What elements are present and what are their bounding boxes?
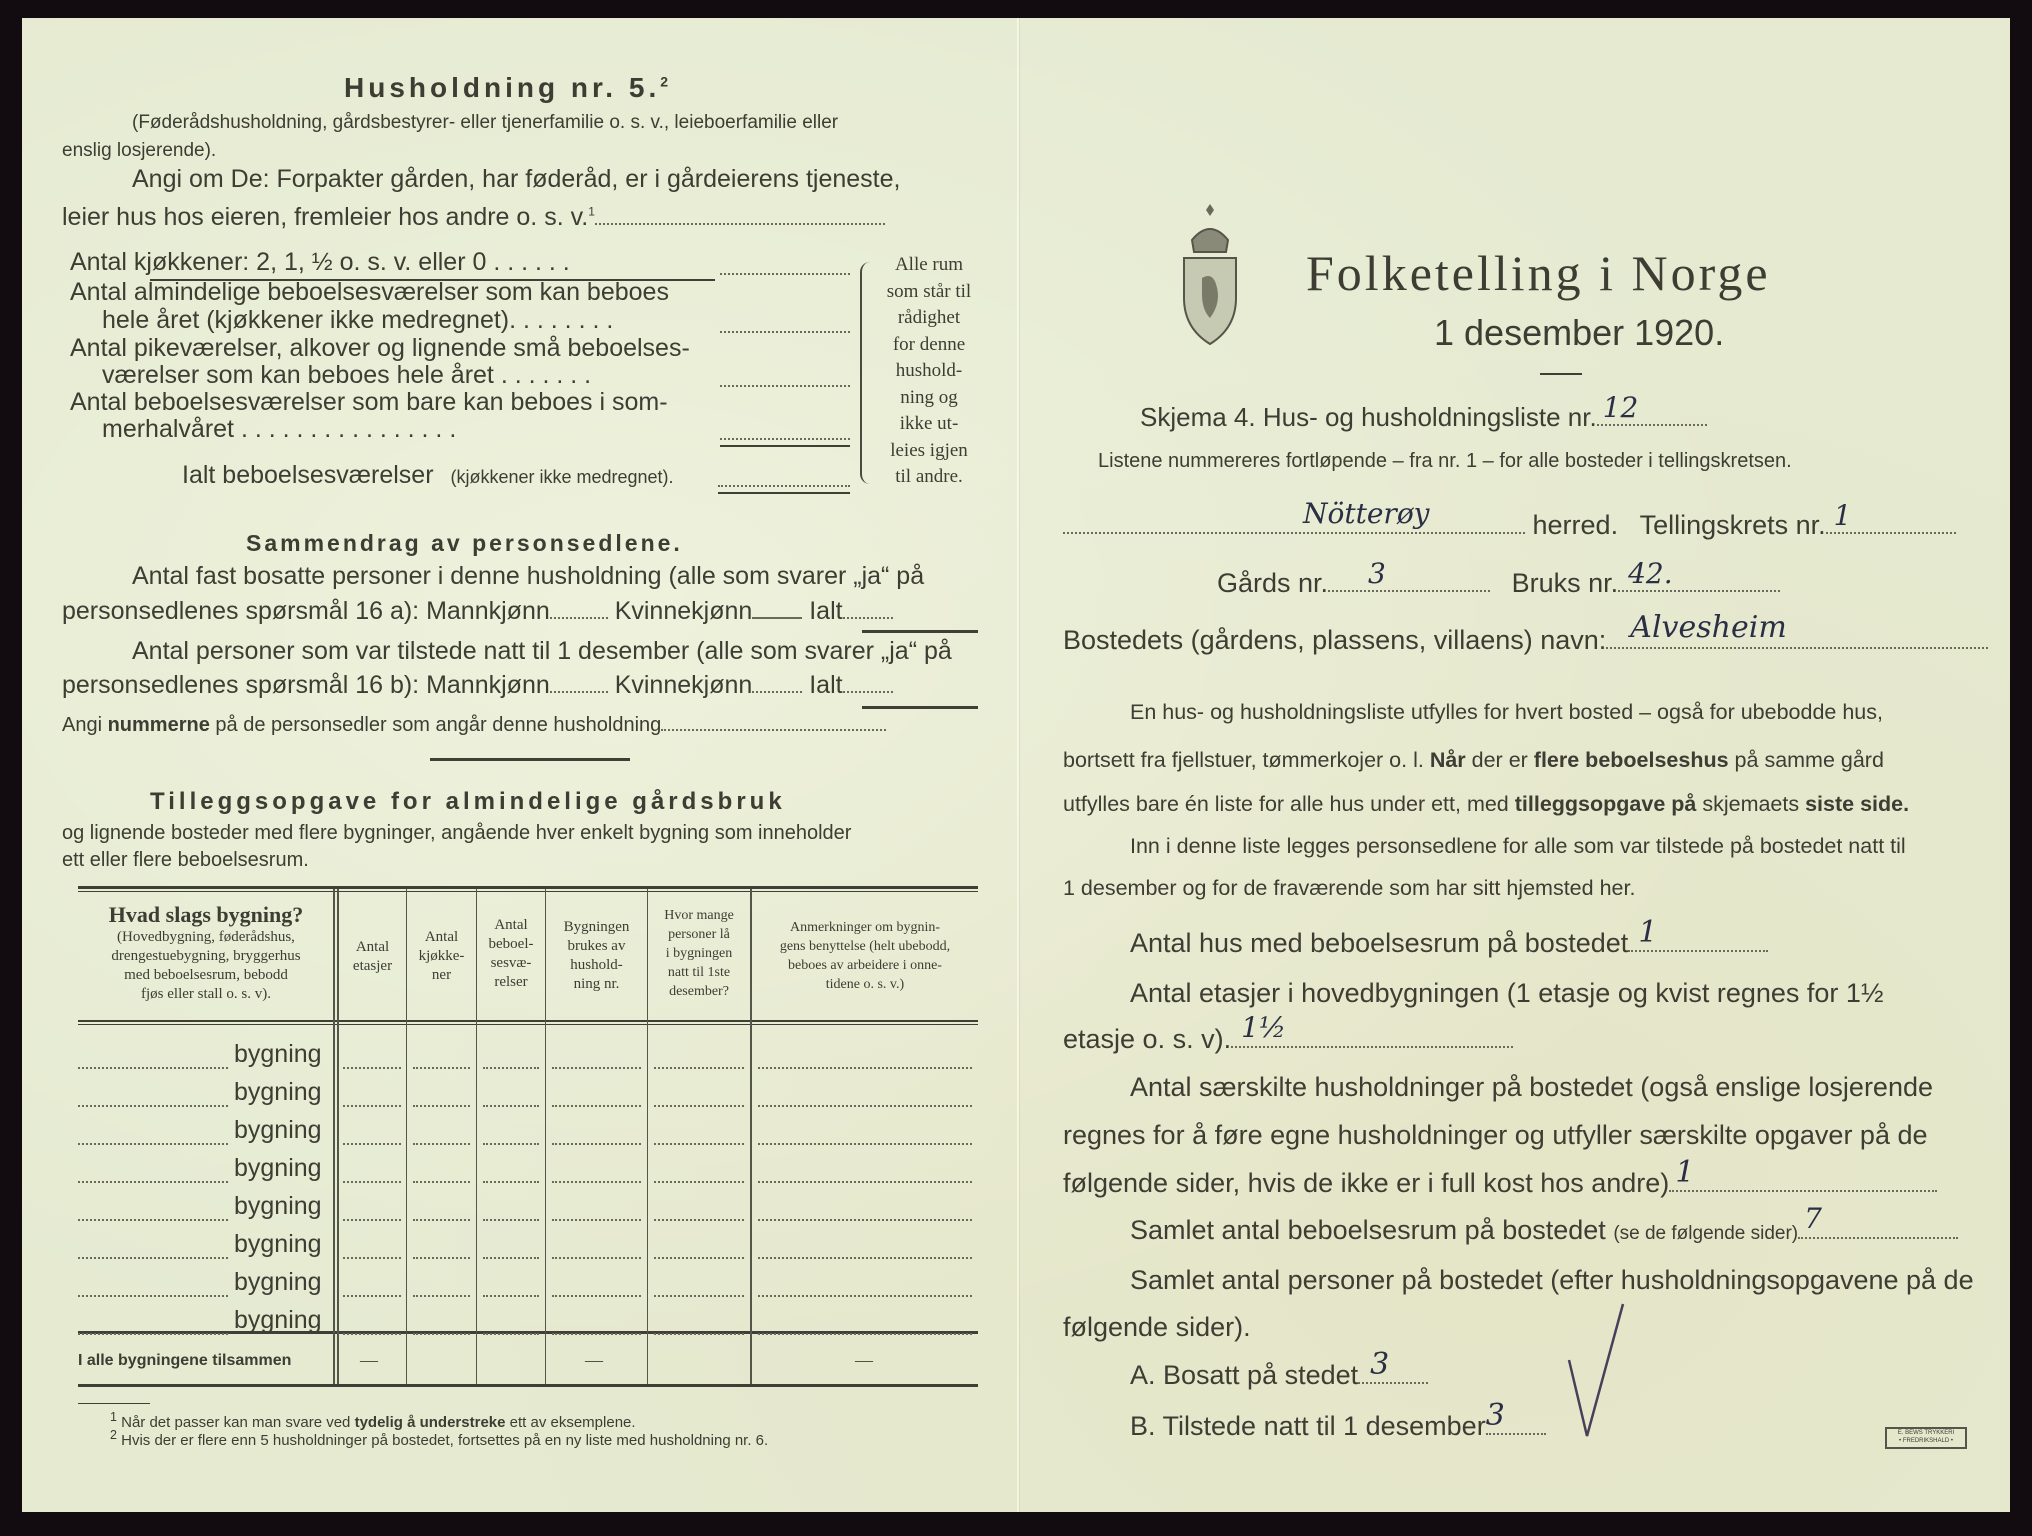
building-row-label: bygning <box>234 1078 322 1106</box>
table-cell-field[interactable] <box>654 1066 744 1069</box>
table-row <box>78 1192 978 1222</box>
total-remarks-mark: — <box>855 1350 873 1370</box>
female-label: Kvinnekjønn <box>614 671 753 699</box>
floors-value: 1½ <box>1241 1011 1287 1044</box>
households-field[interactable] <box>1669 1155 1937 1192</box>
instruction-line-1: En hus- og husholdningsliste utfylles for hvert bosted – også for ubebodde hus, <box>1130 700 1883 724</box>
header-line: beboes av arbeidere i onne- <box>788 958 942 973</box>
list-number-value: 12 <box>1602 391 1639 424</box>
person-numbers-row <box>62 714 886 737</box>
total-household-mark: — <box>585 1350 603 1370</box>
col-kitchens-header <box>407 928 476 985</box>
bosted-row <box>1063 610 1988 656</box>
resident-value: 3 <box>1370 1347 1390 1382</box>
household-title-text: Husholdning nr. 5. <box>344 72 661 103</box>
header-line: drengestuebygning, bryggerhus <box>111 948 301 964</box>
households-label: følgende sider, hvis de ikke er i full kost hos andre) <box>1063 1168 1670 1198</box>
col-persons-header <box>648 906 750 1001</box>
instr-bold: flere beboelseshus <box>1533 748 1729 772</box>
footnote-text: Hvis der er flere enn 5 husholdninger på bostedet, fortsettes på en ny liste med husholdning nr. 6. <box>121 1432 769 1449</box>
summary-b-line-1: Antal personer som var tilstede natt til 1 desember (alle som svarer „ja“ på <box>132 637 952 665</box>
building-type-field[interactable] <box>78 1256 228 1259</box>
building-type-field[interactable] <box>78 1142 228 1145</box>
total-resident-field[interactable] <box>843 616 893 619</box>
summer-rooms-label-2: merhalvåret . . . . . . . . . . . . . . . . <box>102 415 457 443</box>
schema-row <box>1140 391 1707 433</box>
col-remarks-header <box>752 918 978 994</box>
building-type-field[interactable] <box>78 1180 228 1183</box>
rooms-total-field[interactable] <box>718 484 850 487</box>
table-row <box>78 1268 978 1298</box>
male-label: Mannkjønn <box>426 597 550 625</box>
table-cell-field[interactable] <box>654 1332 744 1335</box>
male-label: Mannkjønn <box>426 671 550 699</box>
angi-line-2 <box>62 203 885 232</box>
numbering-note: Listene nummereres fortløpende – fra nr. 1 – for alle bosteder i tellingskretsen. <box>1098 450 1792 472</box>
building-row-label: bygning <box>234 1116 322 1144</box>
table-cell-field[interactable] <box>413 1218 470 1221</box>
summer-rooms-label-1: Antal beboelsesværelser som bare kan beboes i som- <box>70 388 668 416</box>
numbers-label-bold: nummerne <box>107 714 210 736</box>
resident-row <box>1130 1347 1428 1391</box>
coat-of-arms-icon <box>1180 200 1240 350</box>
floors-line-1: Antal etasjer i hovedbygningen (1 etasje og kvist regnes for 1½ <box>1130 978 1884 1008</box>
rooms-total-row <box>182 461 674 490</box>
small-rooms-field[interactable] <box>720 384 850 387</box>
header-line: med beboelsesrum, bebodd <box>124 967 288 983</box>
instr-text: utfylles bare én liste for alle hus under ett, med <box>1063 792 1515 816</box>
households-row <box>1063 1155 1937 1199</box>
footnote-mark: 2 <box>660 73 673 90</box>
list-number-field[interactable] <box>1597 391 1707 426</box>
building-row-label: bygning <box>234 1040 322 1068</box>
total-row-label: I alle bygningene tilsammen <box>78 1352 292 1369</box>
tenure-answer-field[interactable] <box>595 222 885 225</box>
instr-bold: Når <box>1429 748 1466 772</box>
table-row <box>78 1306 978 1336</box>
table-cell-field[interactable] <box>413 1256 470 1259</box>
page-fold <box>1017 18 1019 1512</box>
header-line: Anmerkninger om bygnin- <box>789 920 941 935</box>
rooms-total-note: (se de følgende sider) <box>1613 1223 1799 1244</box>
brace-note-line: til andre. <box>895 466 963 487</box>
instr-text: der er <box>1465 748 1534 772</box>
header-line: Antal <box>355 939 390 955</box>
male-present-field[interactable] <box>550 690 608 693</box>
header-line: etasjer <box>352 958 393 974</box>
instr-bold: siste side. <box>1805 792 1910 816</box>
table-row <box>78 1116 978 1146</box>
summary-b-label: personsedlenes spørsmål 16 b): <box>62 671 420 699</box>
header-line: brukes av <box>567 938 626 954</box>
footnote-2 <box>110 1428 768 1449</box>
bruks-field[interactable] <box>1618 557 1780 592</box>
brace-note-line: hushold- <box>895 360 963 381</box>
footnote-mark: 1 <box>110 1410 117 1424</box>
table-cell-field[interactable] <box>552 1294 641 1297</box>
building-row-label: bygning <box>234 1192 322 1220</box>
table-cell-field[interactable] <box>654 1104 744 1107</box>
instruction-line-4: Inn i denne liste legges personsedlene for alle som var tilstede på bostedet natt til <box>1130 834 1906 858</box>
form-title: Folketelling i Norge <box>1306 245 1771 301</box>
rooms-total-value: 7 <box>1804 1202 1822 1235</box>
table-cell-field[interactable] <box>413 1142 470 1145</box>
brace-note-line: som står til <box>886 280 972 302</box>
brace-note-line: for denne <box>892 333 966 355</box>
section-divider <box>430 758 630 761</box>
header-line: personer lå <box>668 927 730 942</box>
table-cell-field[interactable] <box>758 1066 972 1069</box>
sum-rule <box>720 445 850 447</box>
houses-field[interactable] <box>1628 915 1768 952</box>
checkmark-icon <box>1565 1300 1625 1440</box>
instruction-line-5: 1 desember og for de fraværende som har sitt hjemsted her. <box>1063 876 1636 900</box>
header-line: gens benyttelse (helt ubebodd, <box>779 939 951 954</box>
ordinary-rooms-label-1: Antal almindelige beboelsesværelser som kan beboes <box>70 278 669 306</box>
brace-note-line: Alle rum <box>894 254 964 275</box>
gards-field[interactable] <box>1328 557 1490 592</box>
small-rooms-label-2: værelser som kan beboes hele året . . . . . . . <box>102 361 592 389</box>
table-cell-field[interactable] <box>552 1218 641 1221</box>
table-cell-field[interactable] <box>654 1256 744 1259</box>
floors-row <box>1063 1011 1513 1055</box>
table-cell-field[interactable] <box>552 1142 641 1145</box>
table-cell-field[interactable] <box>654 1294 744 1297</box>
table-cell-field[interactable] <box>654 1142 744 1145</box>
present-field[interactable] <box>1485 1398 1546 1435</box>
form-date: 1 desember 1920. <box>1434 312 1725 353</box>
building-row-label: bygning <box>234 1230 322 1258</box>
col-floors-header <box>339 938 406 976</box>
instr-text: på samme gård <box>1728 748 1884 772</box>
brace-note-line: rådighet <box>897 307 961 328</box>
table-header-rule-2 <box>78 1024 978 1025</box>
table-cell-field[interactable] <box>343 1332 401 1335</box>
header-line: (Hovedbygning, føderådshus, <box>117 929 295 945</box>
resident-label: A. Bosatt på stedet <box>1130 1360 1359 1390</box>
table-cell-field[interactable] <box>654 1218 744 1221</box>
table-cell-field[interactable] <box>758 1332 972 1335</box>
person-numbers-field[interactable] <box>661 728 886 731</box>
table-cell-field[interactable] <box>758 1104 972 1107</box>
header-line: sesvæ- <box>490 955 532 971</box>
rooms-total-row <box>1130 1202 1958 1246</box>
table-cell-field[interactable] <box>343 1218 401 1221</box>
header-line: Bygningen <box>563 919 630 935</box>
table-cell-field[interactable] <box>758 1294 972 1297</box>
table-cell-field[interactable] <box>413 1066 470 1069</box>
total-rule <box>718 492 850 494</box>
footnote-text: Når det passer kan man svare ved <box>121 1414 355 1431</box>
ordinary-rooms-label-2: hele året (kjøkkener ikke medregnet). . . . . . . . <box>102 306 614 334</box>
header-line: hushold- <box>570 957 623 973</box>
bruks-value: 42. <box>1628 557 1673 590</box>
persons-line-2: følgende sider). <box>1063 1312 1251 1342</box>
summary-a-line-2 <box>62 597 893 626</box>
bosted-field[interactable] <box>1606 610 1988 649</box>
table-cell-field[interactable] <box>483 1218 539 1221</box>
total-present-field[interactable] <box>843 690 893 693</box>
schema-label: Skjema 4. Hus- og husholdningsliste nr. <box>1140 402 1597 432</box>
table-cell-field[interactable] <box>483 1180 539 1183</box>
small-rooms-label-1: Antal pikeværelser, alkover og lignende små beboelses- <box>70 334 690 362</box>
header-line: fjøs eller stall o. s. v). <box>141 986 271 1002</box>
female-resident-field[interactable] <box>752 616 802 619</box>
instruction-line-2 <box>1063 748 1884 773</box>
table-cell-field[interactable] <box>343 1256 401 1259</box>
footnote-mark: 1 <box>588 204 595 219</box>
herred-label: herred. <box>1532 510 1619 540</box>
herred-row <box>1063 497 1956 541</box>
herred-field[interactable] <box>1063 497 1525 534</box>
header-line: kjøkke- <box>418 948 465 964</box>
table-cell-field[interactable] <box>552 1332 641 1335</box>
numbers-label-post: på de personsedler som angår denne husholdning <box>209 714 662 736</box>
table-cell-field[interactable] <box>483 1104 539 1107</box>
present-label: B. Tilstede natt til 1 desember <box>1130 1411 1486 1441</box>
table-cell-field[interactable] <box>413 1294 470 1297</box>
tellingskrets-field[interactable] <box>1826 499 1956 534</box>
instr-bold: tilleggsopgave på <box>1514 792 1697 816</box>
building-type-field[interactable] <box>78 1104 228 1107</box>
table-cell-field[interactable] <box>413 1332 470 1335</box>
female-present-field[interactable] <box>752 690 802 693</box>
tellingskrets-label: Tellingskrets nr. <box>1639 510 1826 540</box>
col-building-type-title: Hvad slags bygning? <box>108 902 304 927</box>
table-cell-field[interactable] <box>758 1256 972 1259</box>
table-cell-field[interactable] <box>483 1256 539 1259</box>
header-line: tidene o. s. v.) <box>825 977 905 992</box>
angi-line-2-text: leier hus hos eieren, fremleier hos andre o. s. v. <box>62 203 589 231</box>
instr-text: bortsett fra fjellstuer, tømmerkojer o. l. <box>1063 748 1430 772</box>
double-rule <box>862 630 978 633</box>
table-cell-field[interactable] <box>483 1142 539 1145</box>
summer-rooms-field[interactable] <box>720 437 850 440</box>
table-cell-field[interactable] <box>552 1180 641 1183</box>
instr-text: skjemaets <box>1696 792 1806 816</box>
table-bottom-rule <box>78 1384 978 1387</box>
footnote-mark: 2 <box>110 1428 117 1442</box>
building-row-label: bygning <box>234 1154 322 1182</box>
present-row <box>1130 1398 1546 1442</box>
brace-note <box>878 252 980 491</box>
ordinary-rooms-field[interactable] <box>720 330 850 333</box>
instruction-line-3 <box>1063 792 1909 817</box>
header-line: Hvor mange <box>664 908 734 923</box>
bruks-label: Bruks nr. <box>1511 568 1619 598</box>
table-cell-field[interactable] <box>483 1294 539 1297</box>
footnote-bold: tydelig å understreke <box>354 1414 506 1431</box>
table-row <box>78 1040 978 1070</box>
kitchens-field[interactable] <box>720 272 850 275</box>
title-divider <box>1540 373 1582 375</box>
rooms-total-label: Samlet antal beboelsesrum på bostedet <box>1130 1215 1606 1245</box>
building-type-field[interactable] <box>78 1218 228 1221</box>
table-cell-field[interactable] <box>413 1180 470 1183</box>
brace-note-line: ikke ut- <box>899 413 959 434</box>
bosted-label: Bostedets (gårdens, plassens, villaens) navn: <box>1063 625 1607 655</box>
rooms-total-field[interactable] <box>1798 1202 1958 1239</box>
printer-stamp-line: • FREDRIKSHALD • <box>1899 1438 1953 1444</box>
table-cell-field[interactable] <box>343 1294 401 1297</box>
printer-stamp-line: E. BEWS TRYKKERI <box>1897 1430 1955 1436</box>
header-line: Antal <box>494 917 528 933</box>
farm-numbers-row <box>1217 557 1780 599</box>
summary-a-label: personsedlenes spørsmål 16 a): <box>62 597 420 625</box>
table-cell-field[interactable] <box>552 1256 641 1259</box>
rooms-total-label: Ialt beboelsesværelser <box>182 461 434 489</box>
male-resident-field[interactable] <box>550 616 608 619</box>
household-intro-1: (Føderådshusholdning, gårdsbestyrer- eller tjenerfamilie o. s. v., leieboerfamilie eller <box>132 112 839 133</box>
header-line: natt til 1ste <box>667 965 731 980</box>
brace-note-line: ning og <box>900 386 958 408</box>
col-rooms-header <box>477 916 545 992</box>
female-label: Kvinnekjønn <box>614 597 753 625</box>
tellingskrets-value: 1 <box>1833 499 1852 532</box>
table-cell-field[interactable] <box>552 1066 641 1069</box>
houses-value: 1 <box>1638 915 1658 950</box>
table-cell-field[interactable] <box>654 1180 744 1183</box>
rooms-total-note: (kjøkkener ikke medregnet). <box>450 467 674 487</box>
table-cell-field[interactable] <box>758 1142 972 1145</box>
brace <box>860 262 874 484</box>
table-cell-field[interactable] <box>343 1104 401 1107</box>
footnote-rule <box>78 1403 150 1404</box>
header-line: Antal <box>424 929 459 945</box>
herred-value: Nötterøy <box>1303 497 1430 530</box>
household-title <box>344 72 672 104</box>
header-line: ning nr. <box>573 976 620 992</box>
total-label: Ialt <box>809 597 843 625</box>
kitchens-label: Antal kjøkkener: 2, 1, ½ o. s. v. eller 0 . . . . . . <box>70 248 570 276</box>
summary-a-line-1: Antal fast bosatte personer i denne husholdning (alle som svarer „ja“ på <box>132 562 925 590</box>
floors-label: etasje o. s. v). <box>1063 1024 1232 1054</box>
table-cell-field[interactable] <box>343 1142 401 1145</box>
floors-field[interactable] <box>1231 1011 1513 1048</box>
table-header-rule <box>78 1020 978 1022</box>
total-floors-mark: — <box>360 1350 378 1370</box>
brace-note-line: leies igjen <box>890 439 968 461</box>
building-type-field[interactable] <box>78 1066 228 1069</box>
houses-label: Antal hus med beboelsesrum på bostedet <box>1130 928 1629 958</box>
angi-line-1: Angi om De: Forpakter gården, har føderåd, er i gårdeierens tjeneste, <box>132 165 901 193</box>
gards-value: 3 <box>1368 557 1386 590</box>
table-cell-field[interactable] <box>343 1180 401 1183</box>
col-household-header <box>546 918 647 994</box>
header-line: relser <box>494 974 528 990</box>
table-row <box>78 1154 978 1184</box>
double-rule <box>862 706 978 709</box>
summary-b-line-2 <box>62 671 893 700</box>
col-building-type-header <box>80 902 332 1004</box>
table-row <box>78 1230 978 1260</box>
supplement-intro-1: og lignende bosteder med flere bygninger, angående hver enkelt bygning som inneholder <box>62 822 852 844</box>
supplement-intro-2: ett eller flere beboelsesrum. <box>62 849 309 871</box>
table-cell-field[interactable] <box>483 1332 539 1335</box>
household-intro-2: enslig losjerende). <box>62 140 217 161</box>
building-row-label: bygning <box>234 1268 322 1296</box>
table-cell-field[interactable] <box>758 1180 972 1183</box>
households-value: 1 <box>1675 1155 1695 1190</box>
header-line: beboel- <box>488 936 534 952</box>
households-line-2: regnes for å føre egne husholdninger og utfyller særskilte opgaver på de <box>1063 1120 1928 1150</box>
building-type-field[interactable] <box>78 1332 228 1335</box>
table-cell-field[interactable] <box>483 1066 539 1069</box>
numbers-label-pre: Angi <box>62 714 108 736</box>
building-type-field[interactable] <box>78 1294 228 1297</box>
table-top-rule-2 <box>78 891 978 892</box>
building-row-label: bygning <box>234 1306 322 1334</box>
table-cell-field[interactable] <box>343 1066 401 1069</box>
persons-line-1: Samlet antal personer på bostedet (efter husholdningsopgavene på de <box>1130 1265 1974 1295</box>
printer-stamp <box>1885 1427 1967 1449</box>
houses-row <box>1130 915 1768 959</box>
gards-label: Gårds nr. <box>1217 568 1329 598</box>
header-line: desember? <box>669 984 729 999</box>
bosted-value: Alvesheim <box>1630 610 1787 645</box>
header-line: ner <box>431 967 452 983</box>
table-cell-field[interactable] <box>758 1218 972 1221</box>
footnote-text: ett av eksemplene. <box>505 1414 636 1431</box>
households-line-1: Antal særskilte husholdninger på bostedet (også enslige losjerende <box>1130 1072 1933 1102</box>
table-cell-field[interactable] <box>413 1104 470 1107</box>
header-line: i bygningen <box>665 946 733 961</box>
present-value: 3 <box>1485 1398 1505 1433</box>
table-cell-field[interactable] <box>552 1104 641 1107</box>
total-label: Ialt <box>809 671 843 699</box>
table-top-rule <box>78 886 978 889</box>
summary-title: Sammendrag av personsedlene. <box>246 530 683 556</box>
resident-field[interactable] <box>1358 1347 1428 1384</box>
table-row <box>78 1078 978 1108</box>
supplement-title: Tilleggsopgave for almindelige gårdsbruk <box>150 788 786 815</box>
